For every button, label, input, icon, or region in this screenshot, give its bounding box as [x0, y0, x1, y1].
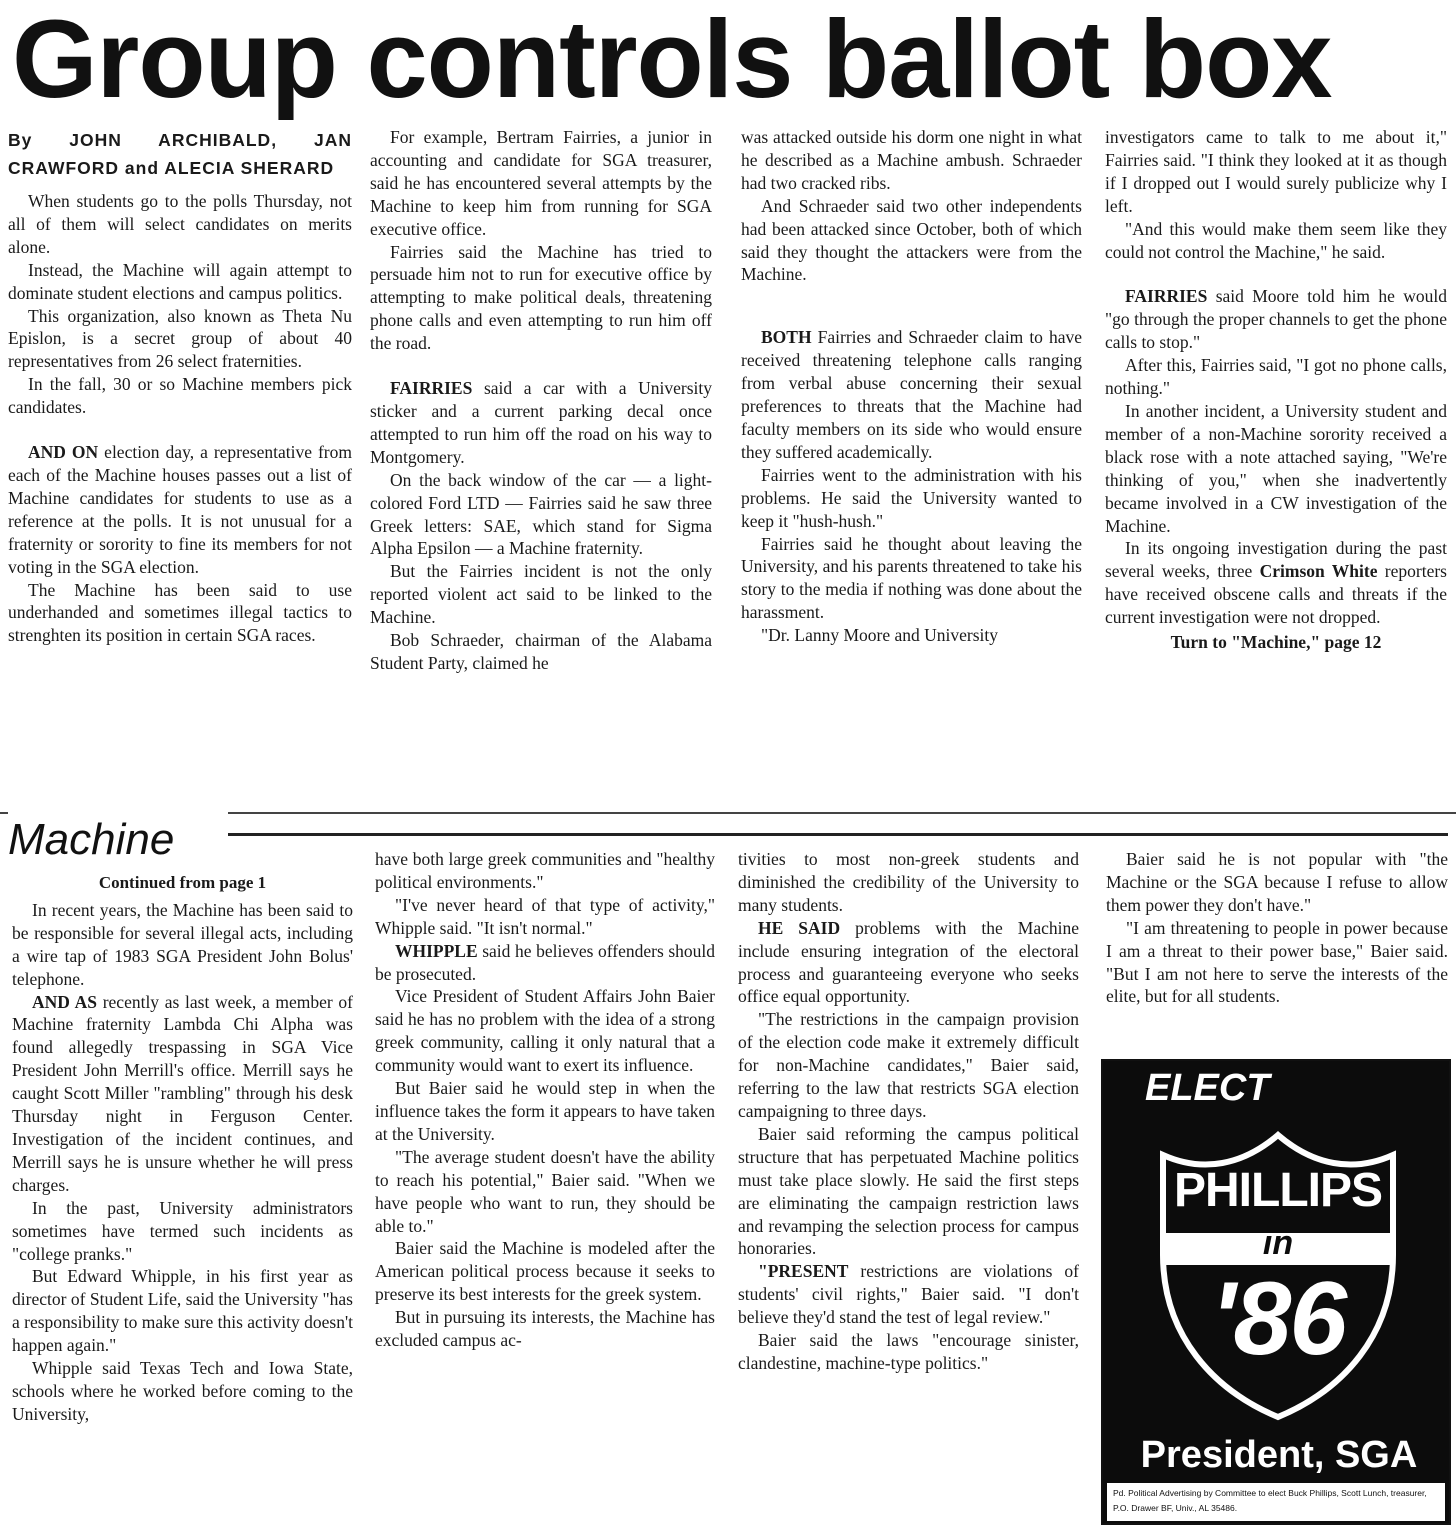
paragraph-text: restrictions are violations of students' civil rights," Baier said. "I don't believe they'd stand the test of legal review." [738, 1261, 1079, 1328]
paragraph [738, 1260, 1079, 1329]
paragraph: "And this would make them seem like they could not control the Machine," he said. [1105, 218, 1447, 262]
paragraph: This organization, also known as Theta Nu Epislon, is a secret group of about 40 representatives from 26 select fraternities. [8, 305, 352, 372]
jump-column-1 [12, 872, 353, 1524]
paragraph [741, 326, 1082, 463]
paragraph [1105, 285, 1447, 354]
paragraph: have both large greek communities and "healthy political environments." [375, 849, 715, 892]
lead-in: AND AS [32, 991, 98, 1012]
paragraph: Bob Schraeder, chairman of the Alabama Student Party, claimed he [370, 630, 712, 673]
ad-disclaimer: Pd. Political Advertising by Committee to elect Buck Phillips, Scott Lunch, treasurer, P.O. Drawer BF, Univ., AL 35486. [1107, 1483, 1445, 1521]
lead-in: BOTH [761, 327, 812, 348]
paragraph: For example, Bertram Fairries, a junior in accounting and candidate for SGA treasurer, said he has encountered several attempts by the Machine to keep him from running for SGA executive office. [370, 127, 712, 239]
paragraph [12, 991, 353, 1197]
paragraph: "The average student doesn't have the ability to reach his potential," Baier said. "When we have people who want to run, they should be able to." [375, 1146, 715, 1236]
byline: By JOHN ARCHIBALD, JAN CRAWFORD and ALECIA SHERARD [8, 130, 352, 178]
paragraph-text: said he believes offenders should be prosecuted. [375, 940, 715, 984]
paragraph: tivities to most non-greek students and diminished the credibility of the University to many students. [738, 849, 1079, 915]
paragraph-text: election day, a representative from each of the Machine houses passes out a list of Machine candidates for students to use as a reference at the polls. It is not unusual for a fraternity or sorority to fine its members for not voting in the SGA election. [8, 442, 352, 577]
paragraph [738, 917, 1079, 1009]
paragraph: Baier said the laws "encourage sinister, clandestine, machine-type politics." [738, 1330, 1079, 1373]
paragraph: In the fall, 30 or so Machine members pick candidates. [8, 374, 352, 418]
paragraph: "Dr. Lanny Moore and University [761, 625, 999, 646]
paragraph: Vice President of Student Affairs John Baier said he has no problem with the idea of a strong greek community, calling it only natural that a community would want to exert its influence. [375, 986, 715, 1076]
paragraph: Fairries said the Machine has tried to persuade him not to run for executive office by attempting to make political deals, threatening phone calls and even attempting to run him off the road. [370, 241, 712, 354]
paragraph: "The restrictions in the campaign provision of the election code make it extremely difficult for non-Machine candidates," Baier said, referring to the law that restricts SGA election campaigning to three days. [738, 1009, 1079, 1121]
paragraph: Instead, the Machine will again attempt to dominate student elections and campus politics. [8, 259, 352, 303]
paragraph-text: recently as last week, a member of Machine fraternity Lambda Chi Alpha was found allegedly trespassing in SGA Vice President John Merrill's office. Merrill says he caught Scott Miller "rambling" through his desk Thursday night in Ferguson Center. Investigation of the incident continues, and Merrill says he is unsure whether he will press charges. [12, 991, 353, 1195]
article-column-1 [8, 126, 352, 802]
paragraph-text: said a car with a University sticker and a current parking decal once attempted to run him off the road on his way to Montgomery. [370, 378, 712, 467]
paragraph: Baier said he is not popular with "the Machine or the SGA because I refuse to allow them power they don't have." [1106, 849, 1448, 915]
publication-name: Crimson White [1259, 561, 1378, 582]
paragraph: And Schraeder said two other independents had been attacked since October, both of which said they thought the attackers were from the Machine. [741, 195, 1082, 285]
paragraph: Baier said reforming the campus political structure that has perpetuated Machine politics must take place slowly. He said the first steps are eliminating the campaign restriction laws and revamping the selection process for campus honoraries. [738, 1123, 1079, 1259]
lead-in: "PRESENT [758, 1261, 849, 1282]
paragraph-text: reporters have received obscene calls and threats if the current investigation were not dropped. [1105, 561, 1447, 628]
paragraph: "I am threatening to people in power because I am a threat to their power base," Baier said. "But I am not here to serve the interests of the elite, but for all students. [1106, 917, 1448, 1007]
paragraph-text: said Moore told him he would "go through the proper channels to get the phone calls to stop." [1105, 286, 1447, 353]
paragraph: "I've never heard of that type of activity," Whipple said. "It isn't normal." [375, 894, 715, 938]
paragraph-text: Fairries and Schraeder claim to have received threatening telephone calls ranging from verbal abuse concerning their sexual preferences to threats that the Machine had faculty members on its side who would ensure they suffered academically. [741, 327, 1082, 462]
paragraph: But Edward Whipple, in his first year as director of Student Life, said the University "has a responsibility to make sure this activity doesn't happen again." [12, 1266, 353, 1356]
ad-year: '86 [1210, 1261, 1346, 1377]
paragraph: But in pursuing its interests, the Machine has excluded campus ac- [375, 1307, 715, 1351]
paragraph: Fairries went to the administration with his problems. He said the University wanted to keep it "hush-hush." [741, 464, 1082, 531]
jump-column-4 [1106, 848, 1448, 1058]
ad-in-text: in [1262, 1224, 1294, 1262]
paragraph: On the back window of the car — a light-colored Ford LTD — Fairries said he saw three Greek letters: SAE, which stand for Sigma Alpha Epsilon — a Machine fraternity. [370, 469, 712, 559]
paragraph: In recent years, the Machine has been said to be responsible for several illegal acts, including a wire tap of 1983 SGA President John Bolus' telephone. [12, 899, 353, 989]
paragraph: The Machine has been said to use underhanded and sometimes illegal tactics to strenghten its position in certain SGA races. [8, 579, 352, 646]
paragraph [370, 377, 712, 469]
paragraph: After this, Fairries said, "I got no phone calls, nothing." [1105, 355, 1447, 399]
paragraph [375, 940, 715, 986]
article-column-3 [741, 126, 1082, 802]
paragraph [1105, 537, 1447, 629]
lead-in: HE SAID [758, 917, 841, 938]
ad-elect-text: ELECT [1145, 1067, 1270, 1109]
paragraph-text: In its ongoing investigation during the past several weeks, three [1105, 538, 1447, 582]
paragraph: In another incident, a University student and member of a non-Machine sorority received a black rose with a note attached saying, "We're thinking of you," when she inadvertently became involved in a CW investigation of the Machine. [1105, 400, 1447, 536]
paragraph: Fairries said he thought about leaving the University, and his parents threatened to take his story to the media if nothing was done about the harassment. [741, 533, 1082, 623]
paragraph: was attacked outside his dorm one night in what he described as a Machine ambush. Schraeder had two cracked ribs. [741, 127, 1082, 193]
lead-in: AND ON [28, 442, 99, 463]
jump-line: Turn to "Machine," page 12 [1170, 632, 1382, 653]
jump-column-3 [738, 848, 1079, 1524]
paragraph: But the Fairries incident is not the only reported violent act said to be linked to the Machine. [370, 561, 712, 628]
continued-line: Continued from page 1 [98, 873, 267, 892]
paragraph: Baier said the Machine is modeled after the American political process because it seeks to preserve its best interests for the greek system. [375, 1238, 715, 1305]
jump-title-rule [222, 833, 1448, 836]
paragraph: Whipple said Texas Tech and Iowa State, schools where he worked before coming to the University, [12, 1358, 353, 1424]
article-column-4 [1105, 126, 1447, 802]
lead-in: FAIRRIES [1125, 286, 1208, 307]
paragraph: But Baier said he would step in when the influence takes the form it appears to have taken at the University. [375, 1078, 715, 1144]
jump-column-2 [375, 848, 715, 1524]
article-column-2 [370, 126, 712, 802]
ad-candidate-name: PHILLIPS [1173, 1164, 1383, 1217]
ad-office: President, SGA [1140, 1434, 1418, 1476]
paragraph: investigators came to talk to me about it," Fairries said. "I think they looked at it as though if I dropped out I would surely publicize why I left. [1105, 127, 1447, 216]
paragraph: In the past, University administrators sometimes have termed such incidents as "college pranks." [12, 1197, 353, 1264]
paragraph-text: problems with the Machine include ensuring integration of the electoral process and guaranteeing everyone who seeks office equal opportunity. [738, 917, 1079, 1007]
headline: Group controls ballot box [12, 0, 1332, 121]
paragraph [8, 441, 352, 578]
political-ad [1101, 1059, 1451, 1525]
jump-title: Machine [8, 812, 228, 868]
lead-in: FAIRRIES [390, 378, 473, 399]
paragraph: When students go to the polls Thursday, not all of them will select candidates on merits alone. [8, 191, 352, 257]
lead-in: WHIPPLE [395, 940, 478, 961]
